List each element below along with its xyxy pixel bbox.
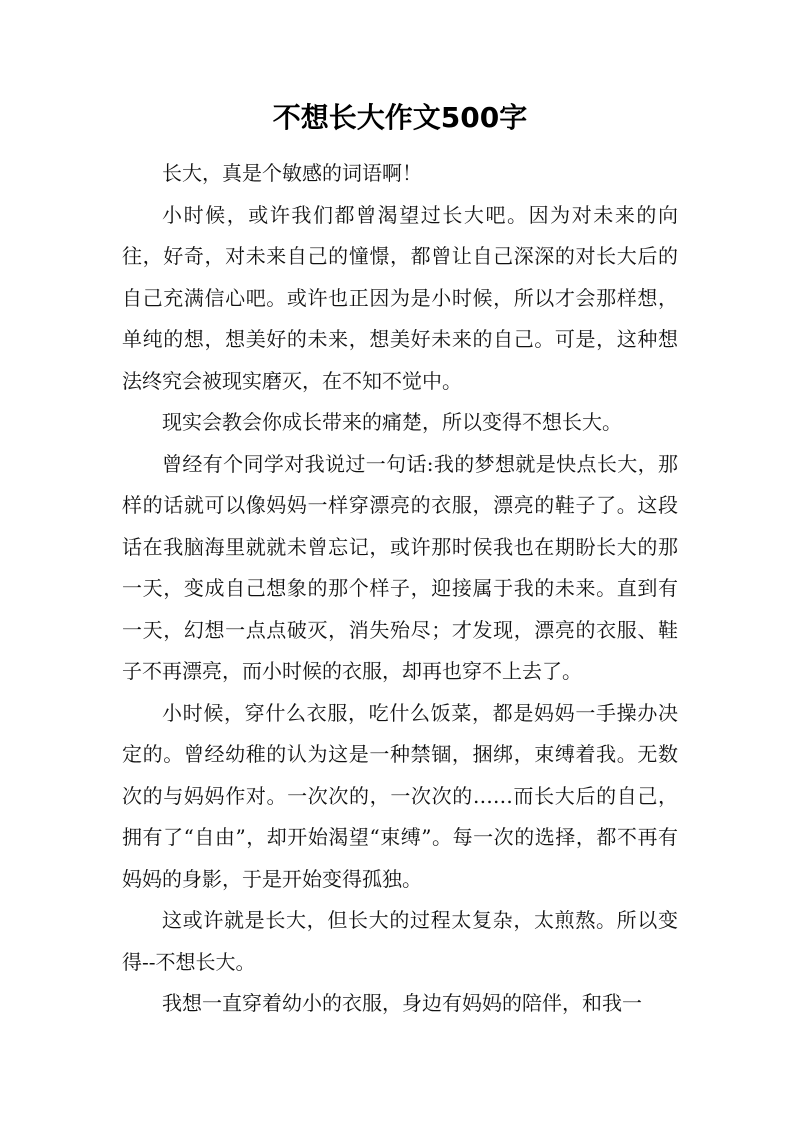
page-title: 不想长大作文500字 [272,101,528,134]
paragraph: 这或许就是长大，但长大的过程太复杂，太煎熬。所以变得--不想长大。 [122,908,678,974]
article-body [122,153,678,1025]
paragraph: 现实会教会你成长带来的痛楚，所以变得不想长大。 [162,410,622,434]
paragraph: 长大，真是个敏感的词语啊！ [162,161,422,185]
paragraph: 我想一直穿着幼小的衣服，身边有妈妈的陪伴，和我一 [162,991,642,1015]
paragraph: 小时候，或许我们都曾渴望过长大吧。因为对未来的向往，好奇，对未来自己的憧憬，都曾让自己深深的对长大后的自己充满信心吧。或许也正因为是小时候，所以才会那样想，单纯的想，想美好的未来，想美好未来的自己。可是，这种想法终究会被现实磨灭，在不知不觉中。 [122,202,678,393]
paragraph: 曾经有个同学对我说过一句话:我的梦想就是快点长大，那样的话就可以像妈妈一样穿漂亮的衣服，漂亮的鞋子了。这段话在我脑海里就就未曾忘记，或许那时侯我也在期盼长大的那一天，变成自己想象的那个样子，迎接属于我的未来。直到有一天，幻想一点点破灭，消失殆尽；才发现，漂亮的衣服、鞋子不再漂亮，而小时候的衣服，却再也穿不上去了。 [122,451,678,683]
paragraph: 小时候，穿什么衣服，吃什么饭菜，都是妈妈一手操办决定的。曾经幼稚的认为这是一种禁锢，捆绑，束缚着我。无数次的与妈妈作对。一次次的，一次次的……而长大后的自己，拥有了“自由”，却开始渴望“束缚”。每一次的选择，都不再有妈妈的身影，于是开始变得孤独。 [122,700,678,891]
